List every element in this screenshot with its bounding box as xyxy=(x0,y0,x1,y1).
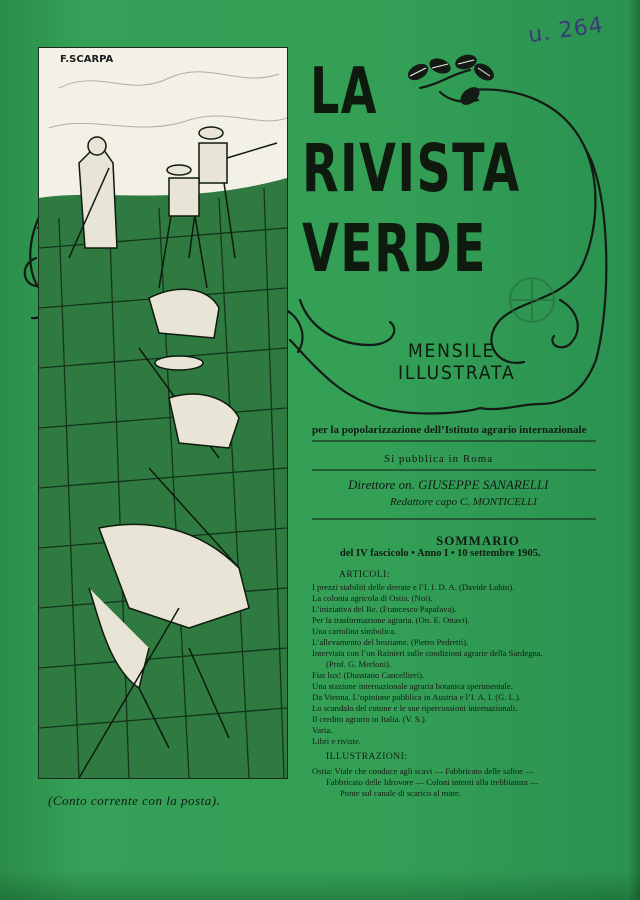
tagline: per la popolarizzazione dell’Istituto agrario internazionale xyxy=(312,424,587,436)
masthead-subtitle-line-2: ILLUSTRATA xyxy=(398,362,516,384)
illustrator-signature: F.SCARPA xyxy=(60,54,114,65)
cover-illustration xyxy=(38,47,288,779)
article-item: Una stazione internazionale agraria botanica sperimentale. xyxy=(312,681,513,691)
masthead-title-line-3: VERDE xyxy=(302,210,487,287)
articles-heading: ARTICOLI: xyxy=(339,570,390,580)
masthead-subtitle-line-1: MENSILE xyxy=(408,340,496,362)
article-item: Per la trasformazione agraria. (On. E. Ottavi). xyxy=(312,615,470,625)
director-line: Direttore on. GIUSEPPE SANARELLI xyxy=(348,477,549,492)
article-item: Fiat lux! (Dunstano Cancellieri). xyxy=(312,670,425,680)
illustration-caption: Fabbricato delle Idrovore — Coloni intenti alla trebbiatura — xyxy=(326,777,539,787)
illustration-caption: Ponte sul canale di scarico al mare. xyxy=(340,788,461,798)
masthead-title-line-1: LA xyxy=(310,55,378,129)
issue-line: del IV fascicolo • Anno I • 10 settembre 1905. xyxy=(340,548,541,559)
footer-note: (Conto corrente con la posta). xyxy=(48,793,221,808)
editor-line: Redattore capo C. MONTICELLI xyxy=(390,496,537,508)
article-item: Lo scandalo del cotone e le sue ripercussioni internazionali. xyxy=(312,703,518,713)
article-item: L’allevamento del bestiame. (Pietro Pedretti). xyxy=(312,637,469,647)
article-item: Libri e riviste. xyxy=(312,736,361,746)
article-item: Una cartolina simbolica. xyxy=(312,626,397,636)
article-item: La colonia agricola di Ostia. (Noi). xyxy=(312,593,433,603)
article-item: (Prof. G. Merloni). xyxy=(326,659,392,669)
illustration-caption: Ostia: Viale che conduce agli scavi — Fabbricato delle saline — xyxy=(312,766,534,776)
article-item: L’iniziativa del Re. (Francesco Papafava). xyxy=(312,604,457,614)
article-item: I prezzi stabiliti delle derrate e l’I. I. D. A. (Davide Lubin). xyxy=(312,582,515,592)
summary-heading: SOMMARIO xyxy=(436,533,520,548)
publication-place: Si pubblica in Roma xyxy=(384,453,494,465)
article-item: Il credito agrario in Italia. (V. S.). xyxy=(312,714,427,724)
article-item: Da Vienna. L’opinione pubblica in Austria e l’I. A. I. (G. L.). xyxy=(312,692,522,702)
article-item: Varia. xyxy=(312,725,333,735)
masthead-title-line-2: RIVISTA xyxy=(302,130,521,207)
illustrations-heading: ILLUSTRAZIONI: xyxy=(326,752,408,762)
article-item: Intervista con l’on Rainieri sulle condizioni agrarie della Sardegna. xyxy=(312,648,543,658)
inventory-mark: u. 264 xyxy=(526,12,606,49)
